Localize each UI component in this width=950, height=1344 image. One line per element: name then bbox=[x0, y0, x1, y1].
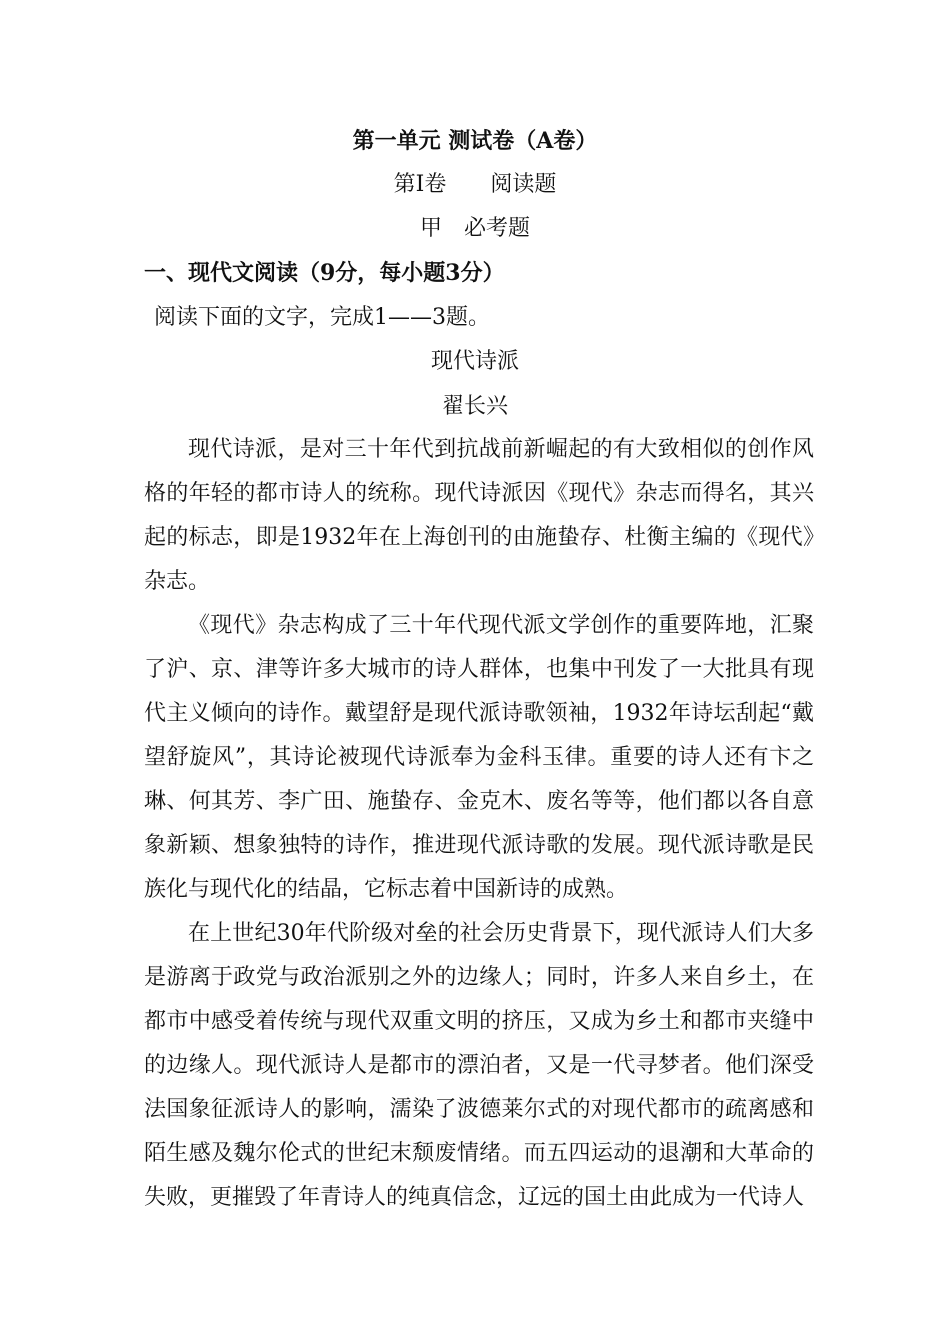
article-author: 翟长兴 bbox=[441, 394, 508, 419]
part-heading: 甲 必考题 bbox=[419, 216, 530, 241]
article-title: 现代诗派 bbox=[430, 349, 519, 374]
exam-title: 第一单元 测试卷（A卷） bbox=[352, 128, 598, 154]
reading-instruction: 阅读下面的文字，完成1——3题。 bbox=[154, 305, 490, 330]
article-paragraph-1: 现代诗派，是对三十年代到抗战前新崛起的有大致相似的创作风格的年轻的都市诗人的统称。现代诗派因《现代》杂志而得名，其兴起的标志，即是1932年在上海创刊的由施蛰存、杜衡主编的《现代》杂志。 bbox=[144, 437, 814, 594]
article-body bbox=[144, 428, 814, 1220]
article-paragraph-3: 在上世纪30年代阶级对垒的社会历史背景下，现代派诗人们大多是游离于政党与政治派别之外的边缘人；同时，许多人来自乡土，在都市中感受着传统与现代双重文明的挤压，又成为乡土和都市夹缝中的边缘人。现代派诗人是都市的漂泊者，又是一代寻梦者。他们深受法国象征派诗人的影响，濡染了波德莱尔式的对现代都市的疏离感和陌生感及魏尔伦式的世纪末颓废情绪。而五四运动的退潮和大革命的失败，更摧毁了年青诗人的纯真信念，辽远的国土由此成为一代诗人 bbox=[144, 921, 814, 1210]
article-paragraph-2: 《现代》杂志构成了三十年代现代派文学创作的重要阵地，汇聚了沪、京、津等许多大城市的诗人群体，也集中刊发了一大批具有现代主义倾向的诗作。戴望舒是现代派诗歌领袖，1932年诗坛刮起“戴望舒旋风”，其诗论被现代诗派奉为金科玉律。重要的诗人还有卞之琳、何其芳、李广田、施蛰存、金克木、废名等等，他们都以各自意象新颖、想象独特的诗作，推进现代派诗歌的发展。现代派诗歌是民族化与现代化的结晶，它标志着中国新诗的成熟。 bbox=[144, 613, 814, 902]
section-heading: 一、现代文阅读（9分，每小题3分） bbox=[144, 260, 505, 286]
volume-heading: 第Ⅰ卷 阅读题 bbox=[393, 172, 557, 197]
